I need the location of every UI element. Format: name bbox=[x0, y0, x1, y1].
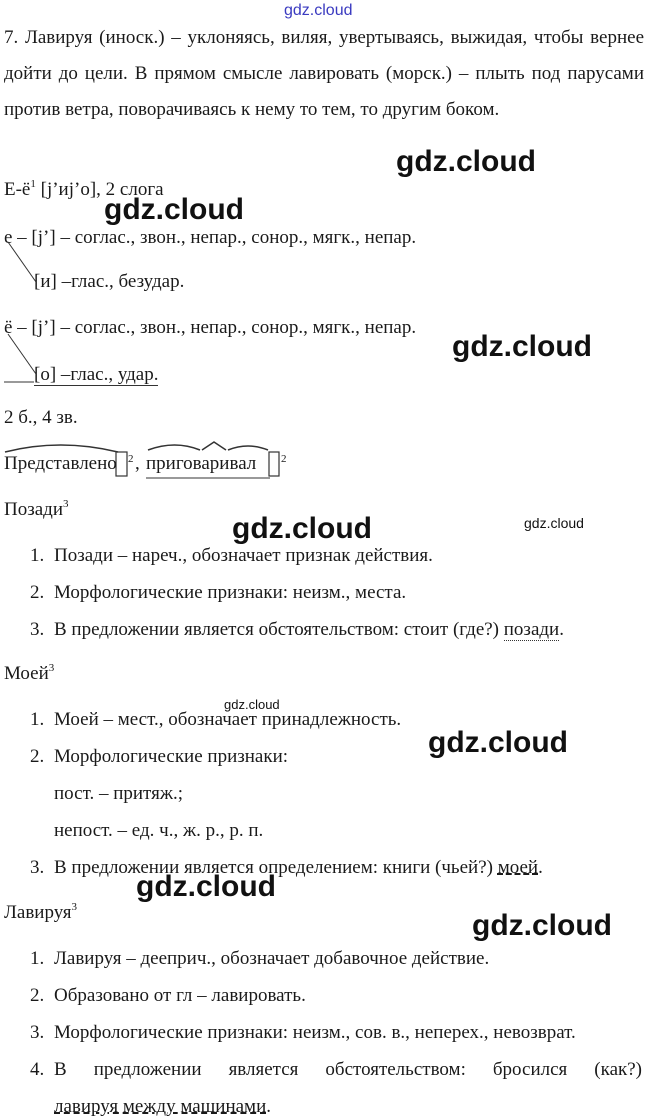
phonetic-line: [и] –глас., безудар. bbox=[34, 271, 185, 292]
analysis-item: 3. В предложении является обстоятельством: стоит (где?) позади. bbox=[30, 619, 564, 640]
watermark: gdz.cloud bbox=[232, 512, 372, 545]
analysis-item: 1. Лавируя – дееприч., обозначает добавочное действие. bbox=[30, 948, 490, 969]
watermark: gdz.cloud bbox=[452, 330, 592, 363]
analysis-item: 2. Образовано от гл – лавировать. bbox=[30, 985, 306, 1006]
intro-paragraph: 7. Лавируя (иноск.) – уклоняясь, виляя, увертываясь, выжидая, чтобы вернее дойти до цели. В прямом смысле лавировать (морск.) – плыть под парусами против ветра, поворачиваясь к нему то тем, то другим боком. bbox=[4, 27, 644, 120]
analysis-item: 2. Морфологические признаки: bbox=[30, 746, 289, 767]
analysis-title: Моей$^3$ bbox=[4, 662, 55, 684]
morpheme-word-1: Представлено bbox=[4, 453, 117, 474]
phonetic-connector bbox=[6, 240, 46, 300]
watermark-top: gdz.cloud bbox=[284, 2, 353, 19]
analysis-item: 3. В предложении является определением: книги (чьей?) моей. bbox=[30, 857, 543, 878]
phonetic-line: [о] –глас., удар. bbox=[34, 364, 159, 385]
phonetic-summary: 2 б., 4 зв. bbox=[4, 407, 78, 428]
watermark: gdz.cloud bbox=[136, 870, 276, 903]
analysis-item: 3. Морфологические признаки: неизм., сов. в., неперех., невозврат. bbox=[30, 1022, 576, 1043]
watermark: gdz.cloud bbox=[472, 909, 612, 942]
watermark: gdz.cloud bbox=[396, 145, 536, 178]
analysis-title: Позади$^3$ bbox=[4, 498, 69, 520]
morpheme-sup: 2 bbox=[281, 453, 287, 465]
watermark: gdz.cloud bbox=[524, 515, 584, 531]
analysis-title: Лавируя$^3$ bbox=[4, 901, 77, 923]
phonetic-line: е – [j’] – соглас., звон., непар., сонор., мягк., непар. bbox=[4, 227, 417, 248]
analysis-item: 2. Морфологические признаки: неизм., места. bbox=[30, 582, 407, 603]
analysis-item: 4. В предложении является обстоятельством: бросился (как?) bbox=[30, 1059, 642, 1080]
watermark: gdz.cloud bbox=[224, 697, 280, 712]
analysis-item: 1. Моей – мест., обозначает принадлежность. bbox=[30, 709, 402, 730]
analysis-item: непост. – ед. ч., ж. р., р. п. bbox=[54, 820, 264, 841]
analysis-item: 1. Позади – нареч., обозначает признак действия. bbox=[30, 545, 433, 566]
phonetic-line: ё – [j’] – соглас., звон., непар., сонор., мягк., непар. bbox=[4, 317, 417, 338]
watermark: gdz.cloud bbox=[428, 726, 568, 759]
analysis-item: лавируя между машинами. bbox=[54, 1096, 271, 1117]
morpheme-sup: 2 bbox=[128, 453, 134, 465]
watermark: gdz.cloud bbox=[104, 193, 244, 226]
analysis-item: пост. – притяж.; bbox=[54, 783, 183, 804]
phonetic-connector bbox=[6, 332, 46, 392]
phonetic-header: $Е-ё^1$ [j’иj’о], 2 слога bbox=[4, 178, 164, 200]
morpheme-word-2: приговаривал bbox=[146, 453, 257, 474]
morpheme-comma: , bbox=[135, 453, 140, 474]
